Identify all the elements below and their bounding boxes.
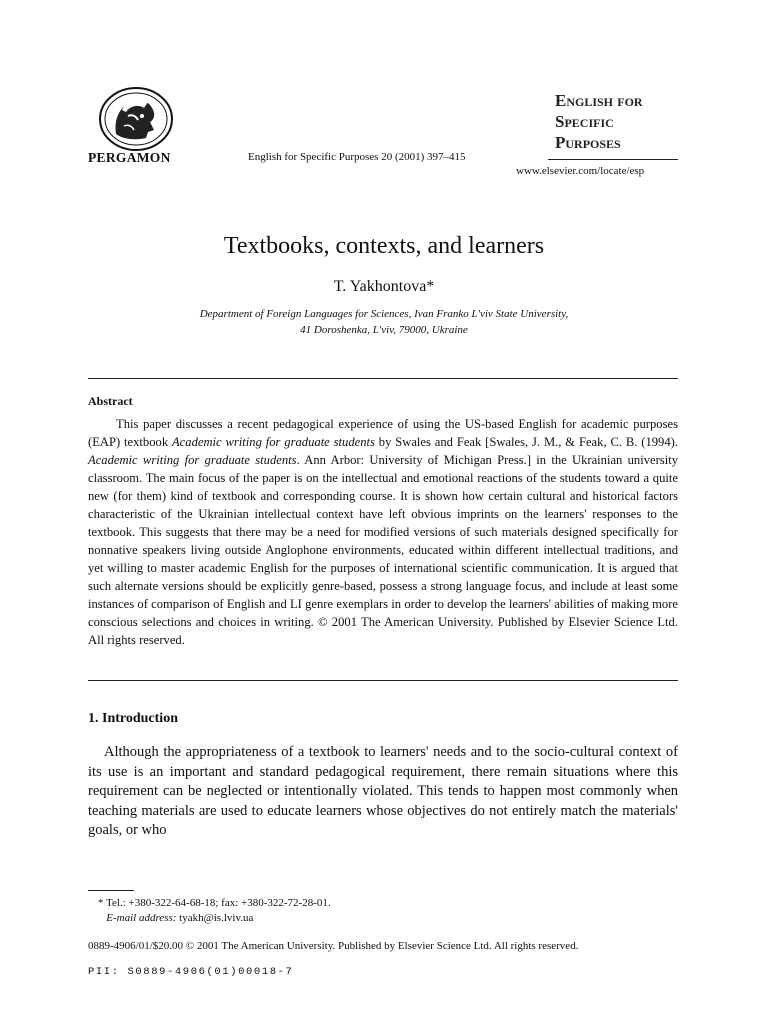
abstract-text-segment: This paper discusses a recent pedagogical experience of using the US-based English for academic purposes (EAP) textbook xyxy=(88,417,678,449)
journal-title-line: Purposes xyxy=(555,133,621,152)
abstract-book-title: Academic writing for graduate students xyxy=(88,453,297,467)
journal-title-rule xyxy=(548,159,678,160)
copyright-notice: 0889-4906/01/$20.00 © 2001 The American University. Published by Elsevier Science Ltd. All rights reserved. xyxy=(88,940,579,952)
email-label: E-mail address: xyxy=(106,912,177,924)
abstract-text-segment: by Swales and Feak [Swales, J. M., & Feak, C. B. (1994). xyxy=(374,435,678,449)
paper-title: Textbooks, contexts, and learners xyxy=(223,233,545,259)
author-name: T. Yakhontova* xyxy=(333,278,435,295)
section-heading-introduction: 1. Introduction xyxy=(88,711,178,726)
author-affiliation xyxy=(0,306,768,338)
abstract-bottom-rule xyxy=(88,680,678,681)
footnote-contact: * Tel.: +380-322-64-68-18; fax: +380-322-72-28-01. xyxy=(98,897,331,909)
journal-title-line: English for xyxy=(555,91,643,110)
author-footnote xyxy=(98,896,331,926)
footnote-email-line xyxy=(98,911,331,926)
footnote-rule xyxy=(88,890,134,891)
journal-citation: English for Specific Purposes 20 (2001) 397–415 xyxy=(248,151,466,163)
abstract-text-segment: . Ann Arbor: University of Michigan Press.] in the Ukrainian university classroom. The main focus of the paper is on the intellectual and emotional reactions of the students toward a quite new (for them) kind of textbook and corresponding course. It is shown how certain cultural and historical factors characteristic of the Ukrainian intellectual context have left obvious imprints on the learners' responses to the textbook. This suggests that there may be a need for modified versions of such materials designed specifically for nonnative speakers living outside Anglophone environments, educated within different intellectual traditions, and yet willing to master academic English for the purposes of international scientific communication. It is argued that such alternate versions should be explicitly genre-based, possess a strong language focus, and include at least some instances of comparison of English and LI genre exemplars in order to develop the learners' abilities of making more conscious selections and choices in writing. © 2001 The American University. Published by Elsevier Science Ltd. All rights reserved. xyxy=(88,453,678,647)
pergamon-logo xyxy=(98,86,174,152)
email-address[interactable]: tyakh@is.lviv.ua xyxy=(176,912,254,924)
abstract-heading: Abstract xyxy=(88,394,133,408)
pii-identifier: PII: S0889-4906(01)00018-7 xyxy=(88,966,294,978)
affiliation-line: Department of Foreign Languages for Sciences, Ivan Franko L'viv State University, xyxy=(199,308,569,320)
abstract-book-title: Academic writing for graduate students xyxy=(171,435,375,449)
publisher-name: PERGAMON xyxy=(88,150,171,165)
affiliation-line: 41 Doroshenka, L'viv, 79000, Ukraine xyxy=(300,324,468,336)
journal-title-line: Specific xyxy=(555,112,614,131)
journal-title xyxy=(555,90,643,153)
introduction-paragraph: Although the appropriateness of a textbook to learners' needs and to the socio-cultural context of its use is an important and standard pedagogical requirement, there remain situations where this requirement can be neglected or intentionally violated. This tends to happen most commonly when teaching materials are used to educate learners whose objectives do not entirely match the materials' goals, or who xyxy=(88,744,678,838)
abstract-text xyxy=(88,415,678,649)
journal-url[interactable]: www.elsevier.com/locate/esp xyxy=(516,165,645,177)
abstract-top-rule xyxy=(88,378,678,379)
